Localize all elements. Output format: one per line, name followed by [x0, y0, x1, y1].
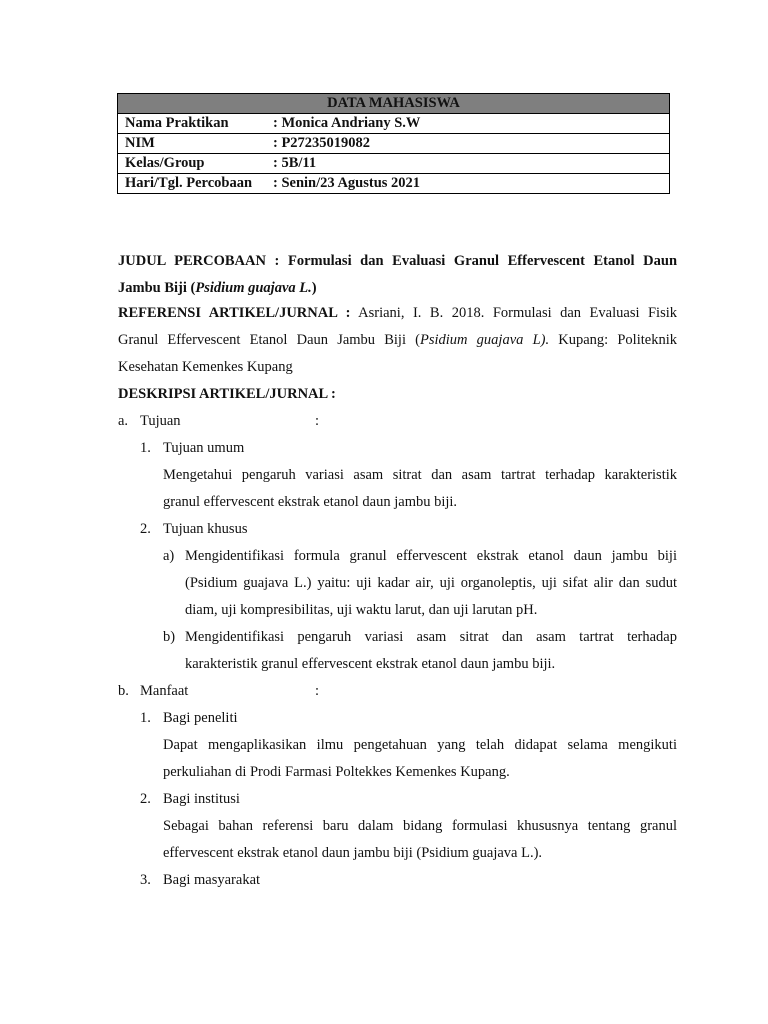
list-marker: a)	[163, 548, 175, 564]
row-label: Hari/Tgl. Percobaan	[118, 174, 274, 194]
tujuan-khusus-a-text-3: diam, uji kompresibilitas, uji waktu larut, dan uji larutan pH.	[185, 602, 538, 618]
list-marker: 2.	[140, 791, 151, 807]
referensi-line-1	[118, 303, 677, 323]
colon: :	[315, 683, 320, 699]
referensi-line-2	[118, 330, 677, 350]
list-marker: b)	[163, 629, 176, 645]
referensi-text-2: Granul Effervescent Etanol Daun Jambu Biji (	[118, 332, 420, 348]
tujuan-khusus-a-text-1: Mengidentifikasi formula granul effervescent ekstrak etanol daun jambu biji	[185, 548, 677, 564]
table-row	[118, 174, 670, 194]
colon: :	[315, 413, 320, 429]
table-header-row	[118, 94, 670, 114]
list-marker: 1.	[140, 440, 151, 456]
table-row	[118, 114, 670, 134]
student-data-table	[117, 93, 670, 194]
referensi-species: Psidium guajava L).	[419, 332, 550, 348]
tujuan-khusus-a-text-2: (Psidium guajava L.) yaitu: uji kadar air, uji organoleptis, uji sifat alir dan sudut	[185, 575, 677, 591]
referensi-label: REFERENSI ARTIKEL/JURNAL :	[118, 305, 351, 321]
referensi-text: Asriani, I. B. 2018. Formulasi dan Evaluasi Fisik	[358, 305, 678, 321]
judul-text: Formulasi dan Evaluasi Granul Effervescent Etanol Daun	[287, 253, 678, 269]
tujuan-khusus-label: Tujuan khusus	[163, 521, 248, 537]
row-label: Nama Praktikan	[118, 114, 274, 134]
row-value: : 5B/11	[273, 154, 670, 174]
row-label: Kelas/Group	[118, 154, 274, 174]
bagi-institusi-text-2: effervescent ekstrak etanol daun jambu biji (Psidium guajava L.).	[163, 845, 543, 861]
species-name: Psidium guajava L.	[195, 280, 312, 296]
judul-line-1	[118, 251, 677, 271]
row-value: : Senin/23 Agustus 2021	[273, 174, 670, 194]
list-marker: 1.	[140, 710, 151, 726]
judul-label: JUDUL PERCOBAAN :	[118, 253, 280, 269]
bagi-institusi-label: Bagi institusi	[163, 791, 240, 807]
list-marker: 3.	[140, 872, 151, 888]
tujuan-khusus-b-text-1: Mengidentifikasi pengaruh variasi asam sitrat dan asam tartrat terhadap	[185, 629, 677, 645]
manfaat-label: Manfaat	[140, 683, 189, 699]
bagi-peneliti-text-2: perkuliahan di Prodi Farmasi Poltekkes Kemenkes Kupang.	[163, 764, 510, 780]
tujuan-umum-text-2: granul effervescent ekstrak etanol daun jambu biji.	[163, 494, 458, 510]
tujuan-umum-label: Tujuan umum	[163, 440, 245, 456]
referensi-line-3: Kesehatan Kemenkes Kupang	[118, 359, 293, 375]
bagi-institusi-text-1: Sebagai bahan referensi baru dalam bidang formulasi khususnya tentang granul	[163, 818, 677, 834]
deskripsi-heading: DESKRIPSI ARTIKEL/JURNAL :	[118, 386, 336, 402]
table-row	[118, 154, 670, 174]
row-label: NIM	[118, 134, 274, 154]
referensi-text-2b: Kupang: Politeknik	[558, 332, 677, 348]
list-marker: a.	[118, 413, 129, 429]
tujuan-label: Tujuan	[140, 413, 181, 429]
table-title: DATA MAHASISWA	[118, 94, 670, 114]
list-marker: 2.	[140, 521, 151, 537]
tujuan-umum-text-1: Mengetahui pengaruh variasi asam sitrat dan asam tartrat terhadap karakteristik	[163, 467, 677, 483]
tujuan-khusus-b-text-2: karakteristik granul effervescent ekstrak etanol daun jambu biji.	[185, 656, 556, 672]
judul-text-2: Jambu Biji (	[118, 280, 196, 296]
bagi-peneliti-text-1: Dapat mengaplikasikan ilmu pengetahuan yang telah didapat selama mengikuti	[163, 737, 677, 753]
list-marker: b.	[118, 683, 129, 699]
judul-line-2	[118, 278, 317, 298]
bagi-masyarakat-label: Bagi masyarakat	[163, 872, 261, 888]
table-row	[118, 134, 670, 154]
judul-text-end: )	[311, 280, 317, 296]
row-value: : Monica Andriany S.W	[273, 114, 670, 134]
bagi-peneliti-label: Bagi peneliti	[163, 710, 238, 726]
row-value: : P27235019082	[273, 134, 670, 154]
